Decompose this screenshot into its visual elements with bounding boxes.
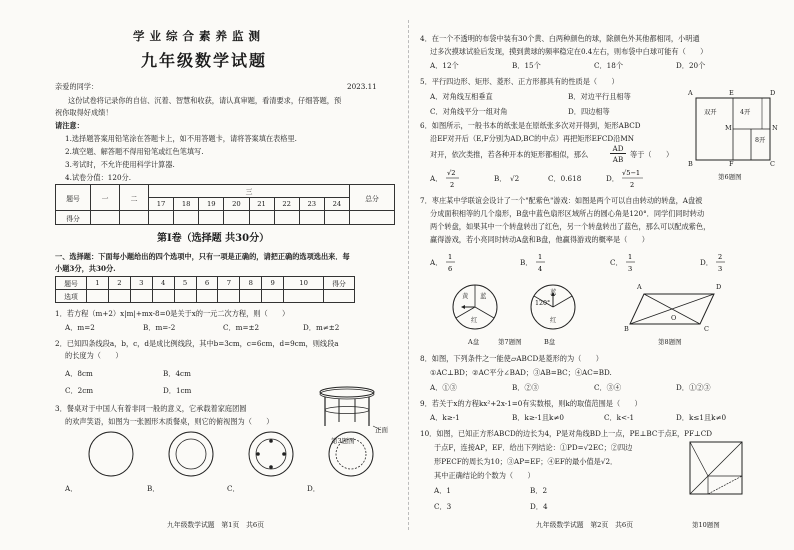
q6-frac-bar	[610, 153, 626, 154]
q8-option-c[interactable]: C．③④	[594, 383, 622, 392]
score-num: 24	[324, 198, 349, 211]
question-6-cont-2: 对开，依次类推，若各种开本的矩形都相似，那么	[430, 150, 589, 159]
q10-option-d[interactable]: D．4	[530, 502, 548, 511]
score-cell[interactable]	[174, 211, 199, 225]
score-cell[interactable]	[199, 211, 224, 225]
notice-3: 3.考试时，不允许使用科学计算器.	[65, 160, 175, 169]
question-6: 6．如图所示，一般书本的纸张是在原纸张多次对开得到，矩形ABCD	[420, 121, 641, 130]
score-row-label: 得分	[56, 211, 91, 225]
answer-num: 2	[108, 277, 130, 290]
exam-main-title: 九年级数学试题	[141, 51, 268, 70]
q6-label-sikai: 4开	[740, 109, 751, 116]
score-table-label: 题号	[56, 185, 91, 211]
question-4-cont: 过多次摸球试验后发现，摸到黄球的频率稳定在0.4左右，则布袋中白球可能有（ ）	[430, 47, 708, 56]
q4-option-a[interactable]: A．12个	[430, 61, 459, 70]
q10-option-a[interactable]: A．1	[434, 486, 451, 495]
q8-option-b[interactable]: B．②③	[512, 383, 539, 392]
q6-label-d: D	[770, 89, 776, 97]
answer-num: 6	[196, 277, 218, 290]
q6-option-a-value	[446, 166, 460, 190]
q3-front-label: 正面	[375, 426, 388, 434]
q7-option-d-value	[716, 250, 726, 274]
q7-figure-caption: 第7题图	[498, 338, 522, 346]
q7-disc-a-blue: 蓝	[480, 293, 487, 300]
svg-text:1: 1	[628, 253, 633, 261]
score-num: 18	[174, 198, 199, 211]
q6-label-shuangkai: 双开	[704, 109, 717, 116]
answer-cell[interactable]	[87, 290, 109, 303]
q2-option-b[interactable]: B．4cm	[163, 369, 191, 378]
section-title: 第Ⅰ卷（选择题 共30分）	[157, 233, 270, 244]
q8-figure-caption: 第8题图	[658, 338, 682, 346]
q8-option-a[interactable]: A．①③	[430, 383, 457, 392]
score-cell[interactable]	[91, 211, 120, 225]
q8-label-d: D	[716, 283, 722, 291]
svg-text:√2: √2	[447, 169, 456, 177]
answer-num: 3	[130, 277, 152, 290]
q6-option-c[interactable]: C．0.618	[548, 174, 582, 183]
question-8-cont: ①AC⊥BD；②AC平分∠BAD；③AB=BC；④AC=BD.	[430, 368, 612, 377]
q3-option-c[interactable]: C．	[227, 484, 240, 493]
q9-option-d[interactable]: D．k≤1且k≠0	[676, 413, 727, 422]
score-col-one: 一	[91, 185, 120, 211]
q8-option-d[interactable]: D．①②③	[676, 383, 711, 392]
score-num: 23	[299, 198, 324, 211]
score-num: 20	[224, 198, 249, 211]
score-col-two: 二	[120, 185, 149, 211]
score-cell[interactable]	[324, 211, 349, 225]
answer-cell[interactable]	[130, 290, 152, 303]
q3-option-a-figure	[87, 430, 135, 478]
q4-option-c[interactable]: C．18个	[594, 61, 624, 70]
q3-option-d[interactable]: D．	[307, 484, 320, 493]
q3-option-b-figure	[167, 430, 215, 478]
q6-frac-num: AD	[612, 144, 624, 153]
q2-option-c[interactable]: C．2cm	[65, 386, 94, 395]
question-8: 8．如图，下列条件之一能使▱ABCD是菱形的为（ ）	[420, 354, 603, 363]
q7-disc-a-yellow: 黄	[462, 293, 469, 300]
question-2: 2．已知四条线段a，b，c，d是成比例线段，其中b=3cm，c=6cm，d=9cm，则线段a	[55, 339, 339, 348]
svg-text:√5−1: √5−1	[622, 169, 641, 177]
q6-label-e: E	[729, 89, 734, 97]
score-table	[55, 184, 395, 225]
answer-num: 10	[284, 277, 324, 290]
svg-text:2: 2	[630, 181, 635, 189]
question-10-cont: 于点F，连接AP，EF．给出下列结论：①PD=√2EC；②四边	[434, 443, 633, 452]
score-cell[interactable]	[274, 211, 299, 225]
part-heading: 一、选择题：下面每小题给出的四个选项中，只有一项是正确的，请把正确的选项选出来．每	[55, 252, 350, 261]
q1-option-a[interactable]: A．m=2	[65, 323, 95, 332]
q1-option-d[interactable]: D．m≠±2	[303, 323, 340, 332]
answer-cell[interactable]	[262, 290, 284, 303]
exam-date: 2023.11	[347, 82, 377, 91]
greeting: 亲爱的同学：	[55, 82, 99, 91]
q9-option-a[interactable]: A．k≥-1	[430, 413, 460, 422]
answer-num: 8	[240, 277, 262, 290]
score-cell[interactable]	[350, 211, 395, 225]
answer-cell[interactable]	[108, 290, 130, 303]
q6-frac-den: AB	[612, 155, 624, 164]
question-3: 3．餐桌对于中国人有着非同一般的意义，它承载着家庭团圆	[55, 404, 247, 413]
q8-parallelogram-figure	[630, 290, 720, 330]
answer-row-label: 选项	[56, 290, 87, 303]
page-2-footer: 九年级数学试题 第2页 共6页	[536, 521, 634, 529]
question-7: 7．枣庄某中学联谊会设计了一个"配紫色"游戏：如图是两个可以自由转动的转盘，A盘被	[420, 196, 703, 205]
score-cell[interactable]	[120, 211, 149, 225]
page-1-footer: 九年级数学试题 第1页 共6页	[167, 521, 265, 529]
question-10-cont-2: 形PECF的周长为10；③AP=EF；④EF的最小值是√2．	[434, 457, 618, 466]
q7-disc-b-label: B盘	[544, 338, 556, 346]
q6-label-b: B	[688, 160, 693, 168]
page-1	[55, 0, 395, 550]
q7-disc-a-red: 红	[471, 317, 478, 324]
q7-a-num: 1	[448, 253, 453, 261]
q1-option-c[interactable]: C．m=±2	[223, 323, 260, 332]
page-2	[420, 0, 785, 550]
q8-label-a: A	[637, 283, 642, 291]
svg-text:3: 3	[628, 265, 633, 273]
q7-disc-b-angle: 120°	[535, 300, 551, 307]
q4-option-b[interactable]: B．15个	[512, 61, 541, 70]
q6-label-c: C	[770, 160, 775, 168]
question-10-cont-3: 其中正确结论的个数为（ ）	[434, 471, 535, 480]
q7-option-b[interactable]: B．	[520, 258, 533, 267]
q8-label-b: B	[624, 325, 629, 333]
score-num: 21	[249, 198, 274, 211]
q7-option-a-value	[446, 250, 456, 274]
q3-option-c-figure	[247, 430, 295, 478]
q2-option-a[interactable]: A．8cm	[65, 369, 93, 378]
q4-option-d[interactable]: D．20个	[676, 61, 706, 70]
q6-option-d[interactable]: D．	[606, 174, 619, 183]
answer-table	[55, 276, 355, 303]
answer-num: 5	[174, 277, 196, 290]
q7-option-a[interactable]: A．	[430, 258, 443, 267]
question-10: 10．如图，已知正方形ABCD的边长为4，P是对角线BD上一点，PE⊥BC于点E，PF⊥CD	[420, 429, 713, 438]
question-7-cont: 分成面积相等的几个扇形，B盘中蓝色扇形区域所占的圆心角是120°．同学们同时转动	[430, 209, 705, 218]
answer-table-label: 题号	[56, 277, 87, 290]
answer-num: 4	[152, 277, 174, 290]
intro-line-1: 这份试卷将记录你的自信、沉着、智慧和收获，请认真审题，看清要求，仔细答题，预	[68, 96, 342, 105]
part-heading-2: 小题3分，共30分.	[55, 264, 116, 273]
answer-cell[interactable]	[218, 290, 240, 303]
notice-1: 1.选择题答案用铅笔涂在答题卡上，如不用答题卡，请将答案填在表格里.	[65, 134, 297, 143]
q10-option-b[interactable]: B．2	[530, 486, 548, 495]
q7-option-d[interactable]: D．	[700, 258, 713, 267]
answer-num: 1	[87, 277, 109, 290]
score-cell[interactable]	[149, 211, 174, 225]
score-col-three: 三	[149, 185, 350, 198]
answer-cell[interactable]	[174, 290, 196, 303]
answer-cell[interactable]	[324, 290, 355, 303]
intro-line-2: 祝你取得好成绩！	[55, 108, 113, 117]
question-7-cont-3: 赢得游戏，若小亮同时转动A盘和B盘，他赢得游戏的概率是（ ）	[430, 235, 649, 244]
question-7-cont-2: 两个转盘，如果其中一个转盘转出了红色，另一个转盘转出了蓝色，那么可以配成紫色，	[430, 222, 711, 231]
svg-text:2: 2	[450, 181, 455, 189]
q3-option-d-figure	[327, 430, 375, 478]
answer-cell[interactable]	[196, 290, 218, 303]
score-num: 17	[149, 198, 174, 211]
q6-label-a: A	[688, 89, 693, 97]
q5-option-c[interactable]: C．对角线平分一组对角	[430, 107, 508, 116]
exam-series-title: 学业综合素养监测	[133, 29, 265, 43]
question-9: 9．若关于x的方程kx²+2x-1=0有实数根，则k的取值范围是（ ）	[420, 399, 642, 408]
q6-figure-caption: 第6题图	[718, 173, 742, 181]
q7-disc-b-red: 红	[550, 317, 557, 324]
notice-2: 2.填空题、解答题不得用铅笔或红色笔填写.	[65, 147, 204, 156]
q6-label-m: M	[725, 124, 732, 132]
svg-text:6: 6	[448, 265, 453, 273]
q6-label-bakai: 8开	[755, 137, 766, 144]
score-cell[interactable]	[299, 211, 324, 225]
q6-option-d-value	[622, 166, 644, 190]
answer-cell[interactable]	[152, 290, 174, 303]
q10-figure-caption: 第10题图	[692, 521, 720, 529]
question-6-cont-3: 等于（ ）	[630, 150, 674, 159]
question-3-cont: 的欢声笑语，如图为一张圆形木质餐桌，则它的俯视图为（ ）	[65, 417, 274, 426]
answer-num: 7	[218, 277, 240, 290]
q7-disc-b-blue: 蓝	[550, 289, 557, 296]
q7-option-c[interactable]: C．	[610, 258, 623, 267]
question-4: 4．在一个不透明的布袋中装有30个黄、白两种颜色的球，除颜色外其他都相同，小明通	[420, 34, 700, 43]
q5-option-d[interactable]: D．四边相等	[568, 107, 610, 116]
q5-option-a[interactable]: A．对角线互相垂直	[430, 92, 493, 101]
question-2-cont: 的长度为（ ）	[65, 351, 123, 360]
svg-text:2: 2	[718, 253, 723, 261]
svg-text:1: 1	[538, 253, 543, 261]
q6-paper-figure	[690, 92, 780, 172]
q6-label-f: F	[729, 160, 734, 168]
score-cell[interactable]	[224, 211, 249, 225]
q9-option-b[interactable]: B．k≥-1且k≠0	[512, 413, 564, 422]
q7-option-b-value	[536, 250, 546, 274]
q7-option-c-value	[626, 250, 636, 274]
answer-num: 9	[262, 277, 284, 290]
q9-option-c[interactable]: C．k<-1	[604, 413, 635, 422]
notice-heading: 请注意：	[55, 121, 84, 130]
answer-cell[interactable]	[284, 290, 324, 303]
svg-text:4: 4	[538, 265, 543, 273]
q2-option-d[interactable]: D．1cm	[163, 386, 192, 395]
question-5: 5．平行四边形、矩形、菱形、正方形都具有的性质是（ ）	[420, 77, 619, 86]
q3-option-b[interactable]: B．	[147, 484, 160, 493]
q10-square-figure	[686, 438, 746, 498]
notice-4: 4.试卷分值：120分.	[65, 173, 131, 182]
score-cell[interactable]	[249, 211, 274, 225]
svg-text:3: 3	[718, 265, 723, 273]
q7-disc-a-label: A盘	[468, 338, 480, 346]
score-col-total: 总分	[350, 185, 395, 211]
answer-score-label: 得分	[324, 277, 355, 290]
page-divider	[408, 20, 409, 530]
score-num: 19	[199, 198, 224, 211]
q6-option-a[interactable]: A．	[430, 174, 443, 183]
answer-cell[interactable]	[240, 290, 262, 303]
question-1: 1．若方程（m+2）x|m|+mx-8=0是关于x的一元二次方程，则（ ）	[55, 309, 290, 318]
q1-option-b[interactable]: B．m=-2	[143, 323, 176, 332]
question-6-cont: 沿EF对开后（E,F分别为AD,BC的中点）再把矩形EFCD沿MN	[430, 134, 634, 143]
q5-option-b[interactable]: B．对边平行且相等	[568, 92, 631, 101]
q8-label-o: O	[671, 314, 677, 322]
q6-option-b-value: √2	[510, 174, 520, 183]
q3-figure-caption: 第3题图	[331, 437, 355, 445]
score-num: 22	[274, 198, 299, 211]
q6-label-n: N	[772, 124, 778, 132]
q8-label-c: C	[704, 325, 709, 333]
q3-option-a[interactable]: A．	[65, 484, 78, 493]
q6-option-b[interactable]: B．	[494, 174, 507, 183]
q10-option-c[interactable]: C．3	[434, 502, 452, 511]
